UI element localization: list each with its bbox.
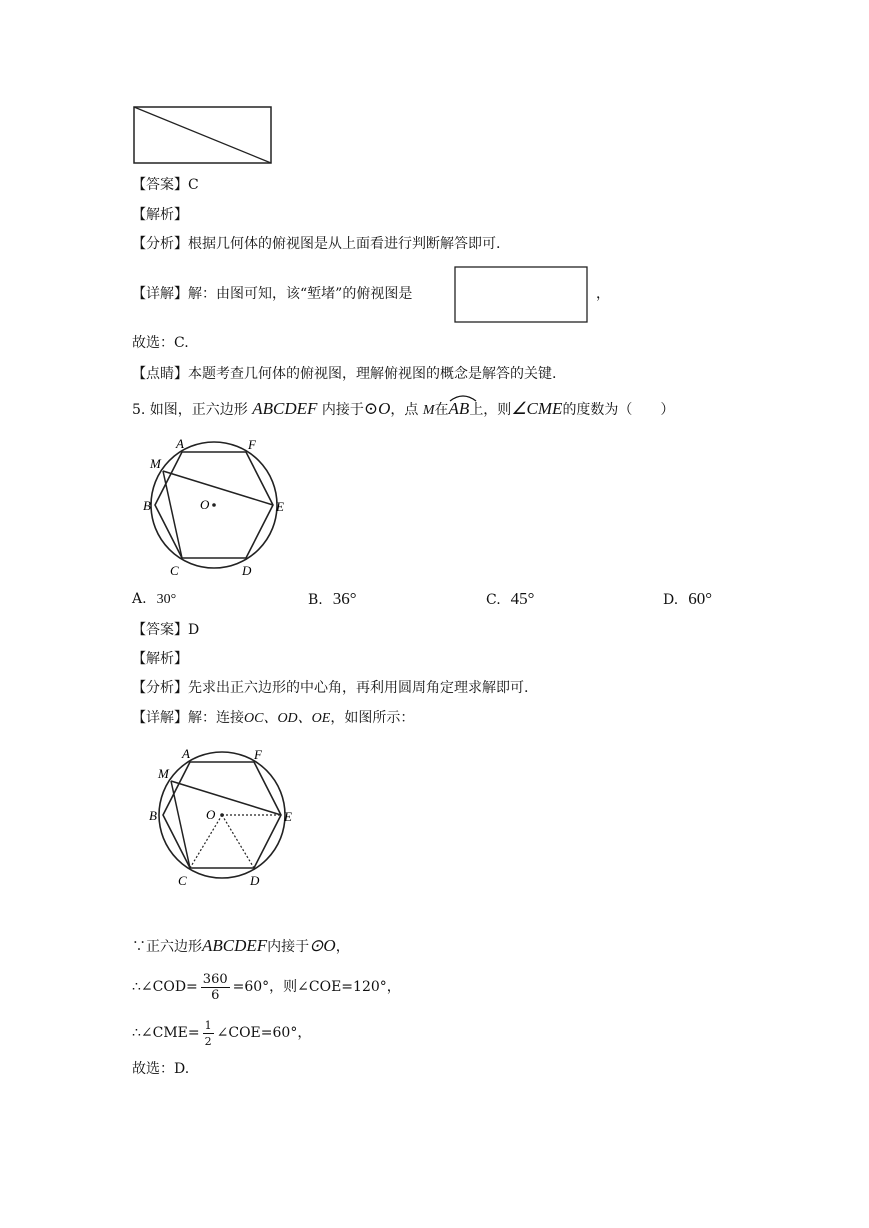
fig2-label-o: O bbox=[206, 807, 216, 822]
q4-detail-end: ， bbox=[596, 286, 610, 302]
q4-detail: 【详解】解：由图可知，该“堑堵”的俯视图是 bbox=[132, 286, 413, 302]
fig1-label-o: O bbox=[200, 497, 210, 512]
fig2-label-m: M bbox=[158, 766, 169, 781]
fig2-label-b: B bbox=[149, 808, 157, 823]
q5-because: ∵正六边形ABCDEF内接于⊙O， bbox=[132, 936, 350, 955]
fig2-label-d: D bbox=[250, 873, 260, 888]
q5-detail: 【详解】解：连接OC、OD、OE，如图所示： bbox=[132, 710, 415, 726]
q5-choose: 故选：D. bbox=[132, 1061, 190, 1077]
fig1-label-e: E bbox=[276, 499, 284, 514]
fig2-label-f: F bbox=[254, 747, 262, 762]
q5-fenxi: 【分析】先求出正六边形的中心角，再利用圆周角定理求解即可. bbox=[132, 680, 529, 696]
top-view-rectangle bbox=[454, 266, 590, 324]
option-c: C. 45° bbox=[486, 589, 535, 608]
option-d: D. 60° bbox=[663, 589, 712, 608]
fig1-label-c: C bbox=[170, 563, 179, 578]
fig2-label-e: E bbox=[284, 809, 292, 824]
fig2-label-a: A bbox=[182, 746, 190, 761]
q4-analysis-tag: 【解析】 bbox=[132, 207, 188, 223]
hexagon-figure-2 bbox=[146, 742, 306, 890]
q5-stem: 5. 如图，正六边形 ABCDEF 内接于⊙O，点 M在 AB上，则∠CME的度数为（ ） bbox=[132, 396, 674, 420]
hexagon-figure-1 bbox=[140, 432, 300, 580]
fraction-360-6: $\frac{360}{6}$ bbox=[202, 971, 228, 1003]
fig1-label-m: M bbox=[150, 456, 161, 471]
fig1-label-a: A bbox=[176, 436, 184, 451]
q5-step1: ∴∠COD= $\frac{360}{6}$ =60°，则∠COE=120°， bbox=[132, 971, 401, 1003]
q4-fenxi: 【分析】根据几何体的俯视图是从上面看进行判断解答即可. bbox=[132, 236, 501, 252]
fig1-label-f: F bbox=[248, 437, 256, 452]
q5-answer: 【答案】D bbox=[132, 622, 200, 638]
q5-analysis-tag: 【解析】 bbox=[132, 651, 188, 667]
option-b: B. 36° bbox=[308, 589, 357, 608]
fig1-label-b: B bbox=[143, 498, 151, 513]
option-a: A. 30° bbox=[132, 591, 177, 607]
q4-comment: 【点睛】本题考查几何体的俯视图，理解俯视图的概念是解答的关键. bbox=[132, 366, 557, 382]
top-rectangle-figure bbox=[133, 106, 273, 164]
q4-choose: 故选：C. bbox=[132, 335, 189, 351]
fraction-1-2: $\frac{1}{2}$ bbox=[204, 1018, 212, 1048]
fig1-label-d: D bbox=[242, 563, 252, 578]
q4-answer: 【答案】C bbox=[132, 177, 199, 193]
q5-step2: ∴∠CME= $\frac{1}{2}$ ∠COE=60°， bbox=[132, 1018, 312, 1048]
fig2-label-c: C bbox=[178, 873, 187, 888]
